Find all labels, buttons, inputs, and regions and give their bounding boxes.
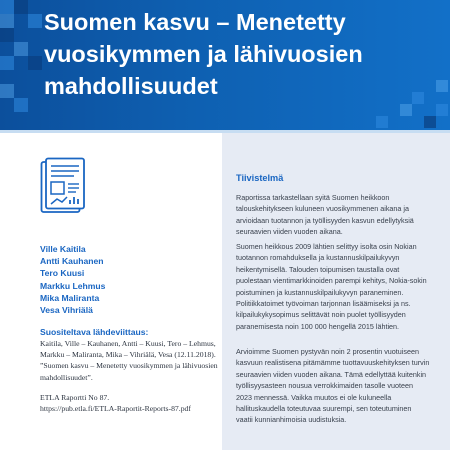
author-name: Ville Kaitila xyxy=(40,244,86,254)
decor-square xyxy=(0,28,14,42)
summary-paragraph: Arvioimme Suomen pystyvän noin 2 prosentin vuotuiseen kasvuun realistisena pitämämme tuottavuuskehityksen turvin seuraavien viiden vuoden aikana. Tämä edellyttää kuitenkin työllisyysasteen nousua verrokkimaiden tasolle vuoteen 2023 mennessä. Vaikka muutos ei ole kuluneella hallituskaudella toteutuvaa suurempi, sen toteutuminen vaatii kunnianhimoisia uudistuksia. xyxy=(236,347,430,425)
decor-square xyxy=(0,84,14,98)
left-column xyxy=(0,133,222,450)
report-series: ETLA Raportti No 87. xyxy=(40,393,110,402)
report-reference xyxy=(40,392,218,414)
decor-square xyxy=(28,56,42,70)
decor-square xyxy=(0,14,14,28)
author-name: Mika Maliranta xyxy=(40,292,100,303)
decor-square xyxy=(436,104,448,116)
page-title: Suomen kasvu – Menetetty vuosikymmen ja lähivuosien mahdollisuudet xyxy=(44,9,363,99)
summary-panel xyxy=(222,133,450,450)
summary-heading: Tiivistelmä xyxy=(236,173,284,183)
decor-square xyxy=(400,104,412,116)
author-name: Antti Kauhanen xyxy=(40,256,104,267)
decor-square xyxy=(376,116,388,128)
citation-label: Suositeltava lähdeviittaus: xyxy=(40,327,149,337)
decor-square xyxy=(14,0,28,14)
report-document-icon xyxy=(40,157,86,215)
decor-square xyxy=(14,42,28,56)
decor-square xyxy=(28,14,42,28)
decor-square xyxy=(0,56,14,70)
author-name: Markku Lehmus xyxy=(40,280,106,291)
author-name: Vesa Vihriälä xyxy=(40,305,93,316)
decor-square xyxy=(0,0,14,14)
summary-paragraph: Raportissa tarkastellaan syitä Suomen heikkoon talouskehitykseen kuluneen vuosikymmenen aikana ja arvioidaan tuotannon ja työllisyyden kasvun edellytyksiä seuraavien viiden vuoden aikana. xyxy=(236,193,414,237)
author-name: Tero Kuusi xyxy=(40,268,85,279)
decor-square xyxy=(424,116,436,128)
decor-square xyxy=(14,98,28,112)
citation-text: Kaitila, Ville – Kauhanen, Antti – Kuusi, Tero – Lehmus, Markku – Maliranta, Mika – Vihriälä, Vesa (12.11.2018). ”Suomen kasvu – Menetetty vuosikymmen ja lähivuosien mahdollisuudet”. xyxy=(40,339,218,382)
report-url[interactable]: https://pub.etla.fi/ETLA-Raportit-Reports-87.pdf xyxy=(40,404,191,414)
author-list xyxy=(40,243,210,316)
summary-paragraph: Suomen heikkous 2009 lähtien selittyy isolta osin Nokian tuotannon romahduksella ja kustannuskilpailukyvyn heikentymisellä. Talouden toipumisen taustalla ovat puolestaan vientimarkkinoiden parempi kehitys, Nokia-sokin poistuminen ja kustannuskilpailukyvyn paraneminen. Politiikkatoimet työvoiman tarjonnan lisäämiseksi ja ns. kilpailukykysopimus selittävät noin puolet työllisyyden paranemisesta noin 100 000 hengellä 2015 lähtien. xyxy=(236,242,427,331)
title-banner xyxy=(0,0,450,130)
